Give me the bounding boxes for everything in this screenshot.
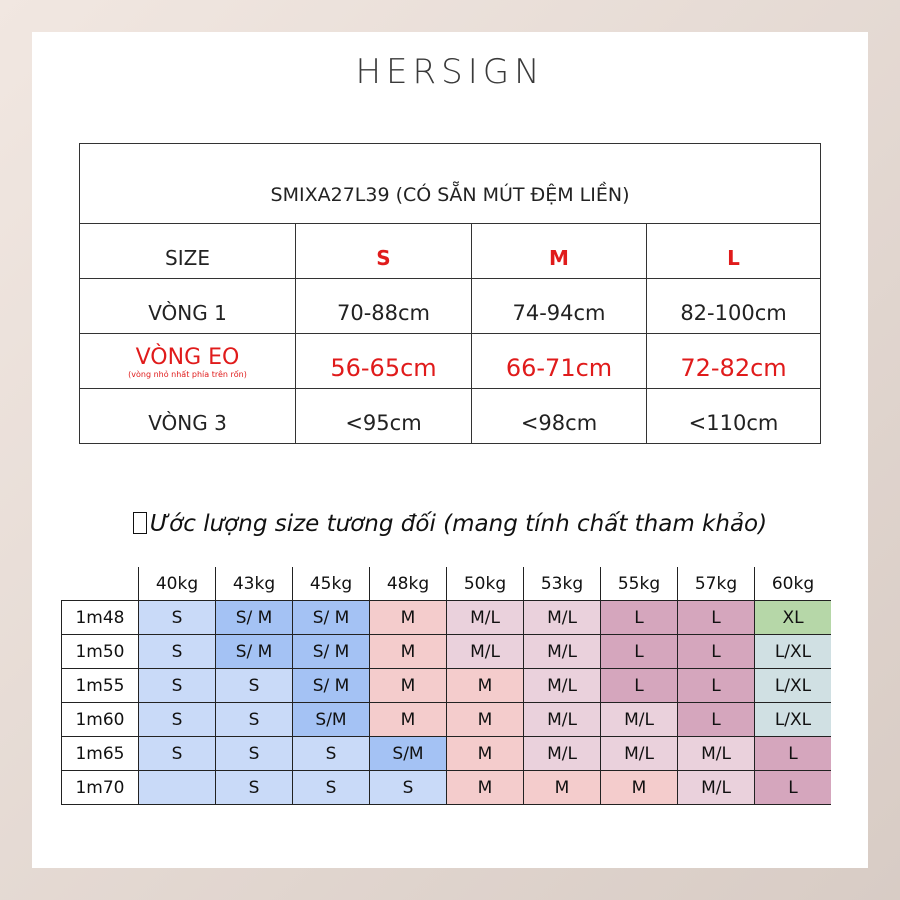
size-cell: L — [601, 635, 678, 669]
size-cell: L — [601, 601, 678, 635]
size-cell: L/XL — [755, 703, 832, 737]
size-cell: L — [678, 669, 755, 703]
size-cell: XL — [755, 601, 832, 635]
bust-l: 82-100cm — [647, 279, 821, 334]
size-cell: S — [293, 771, 370, 805]
size-cell: M — [370, 635, 447, 669]
waist-label: VÒNG EO — [135, 345, 240, 370]
size-cell: S — [139, 737, 216, 771]
size-header-m: M — [472, 224, 647, 279]
size-cell: M — [370, 669, 447, 703]
weight-header: 48kg — [370, 567, 447, 601]
height-label: 1m50 — [62, 635, 139, 669]
size-cell: L/XL — [755, 669, 832, 703]
height-label: 1m70 — [62, 771, 139, 805]
height-label: 1m60 — [62, 703, 139, 737]
weight-header: 55kg — [601, 567, 678, 601]
size-cell: M — [601, 771, 678, 805]
size-cell: M/L — [524, 703, 601, 737]
size-cell: S — [216, 703, 293, 737]
size-cell: S/ M — [293, 669, 370, 703]
hip-l: <110cm — [647, 389, 821, 444]
size-cell: S — [370, 771, 447, 805]
size-cell: S/ M — [216, 635, 293, 669]
brand-logo: HERSIGN — [355, 52, 545, 92]
size-cell: M/L — [524, 601, 601, 635]
height-label: 1m55 — [62, 669, 139, 703]
size-cell: S/ M — [293, 601, 370, 635]
hip-m: <98cm — [472, 389, 647, 444]
size-cell: M/L — [447, 601, 524, 635]
size-cell: M — [370, 703, 447, 737]
table-row — [62, 737, 832, 771]
size-cell: M — [447, 669, 524, 703]
estimate-heading — [0, 511, 900, 537]
weight-header: 45kg — [293, 567, 370, 601]
size-cell: S — [216, 737, 293, 771]
waist-l: 72-82cm — [647, 334, 821, 389]
size-header-label: SIZE — [80, 224, 296, 279]
size-cell: M/L — [678, 737, 755, 771]
estimate-heading-text: Ước lượng size tương đối (mang tính chất tham khảo) — [149, 511, 768, 537]
size-cell: M/L — [447, 635, 524, 669]
size-header-s: S — [296, 224, 472, 279]
weight-header: 60kg — [755, 567, 832, 601]
size-cell: M — [447, 737, 524, 771]
waist-m: 66-71cm — [472, 334, 647, 389]
weight-header: 43kg — [216, 567, 293, 601]
size-cell: S — [139, 601, 216, 635]
size-cell: S/ M — [216, 601, 293, 635]
weight-header: 57kg — [678, 567, 755, 601]
size-cell: S — [139, 635, 216, 669]
size-cell: M/L — [524, 737, 601, 771]
size-cell: M/L — [524, 635, 601, 669]
bust-s: 70-88cm — [296, 279, 472, 334]
table-row — [62, 601, 832, 635]
weight-header: 50kg — [447, 567, 524, 601]
waist-label-cell — [80, 334, 296, 389]
size-cell — [139, 771, 216, 805]
size-cell: L/XL — [755, 635, 832, 669]
size-cell: M — [524, 771, 601, 805]
size-cell: L — [678, 635, 755, 669]
table-row — [62, 635, 832, 669]
weight-header: 40kg — [139, 567, 216, 601]
size-cell: M — [370, 601, 447, 635]
size-cell: M/L — [601, 703, 678, 737]
size-cell: S — [293, 737, 370, 771]
size-estimate-table — [61, 567, 831, 805]
size-cell: L — [755, 737, 832, 771]
size-cell: M/L — [678, 771, 755, 805]
product-code-title: SMIXA27L39 (CÓ SẴN MÚT ĐỆM LIỀN) — [80, 144, 821, 224]
table-row — [62, 703, 832, 737]
size-cell: S/M — [293, 703, 370, 737]
size-cell: S — [139, 703, 216, 737]
waist-s: 56-65cm — [296, 334, 472, 389]
size-cell: S/ M — [293, 635, 370, 669]
size-spec-table — [79, 143, 821, 444]
size-cell: L — [678, 703, 755, 737]
size-cell: M/L — [601, 737, 678, 771]
hip-s: <95cm — [296, 389, 472, 444]
size-cell: S/M — [370, 737, 447, 771]
size-cell: M — [447, 703, 524, 737]
size-cell: S — [216, 669, 293, 703]
size-cell: S — [216, 771, 293, 805]
table-row — [62, 771, 832, 805]
hip-label: VÒNG 3 — [80, 389, 296, 444]
size-cell: M/L — [524, 669, 601, 703]
size-cell: L — [601, 669, 678, 703]
corner-cell — [62, 567, 139, 601]
height-label: 1m48 — [62, 601, 139, 635]
bust-label: VÒNG 1 — [80, 279, 296, 334]
waist-note: (vòng nhỏ nhất phía trên rốn) — [128, 370, 247, 379]
checkbox-glyph-icon — [133, 512, 147, 534]
size-cell: L — [755, 771, 832, 805]
size-cell: L — [678, 601, 755, 635]
bust-m: 74-94cm — [472, 279, 647, 334]
weight-header: 53kg — [524, 567, 601, 601]
size-cell: S — [139, 669, 216, 703]
size-header-l: L — [647, 224, 821, 279]
size-cell: M — [447, 771, 524, 805]
table-row — [62, 669, 832, 703]
height-label: 1m65 — [62, 737, 139, 771]
